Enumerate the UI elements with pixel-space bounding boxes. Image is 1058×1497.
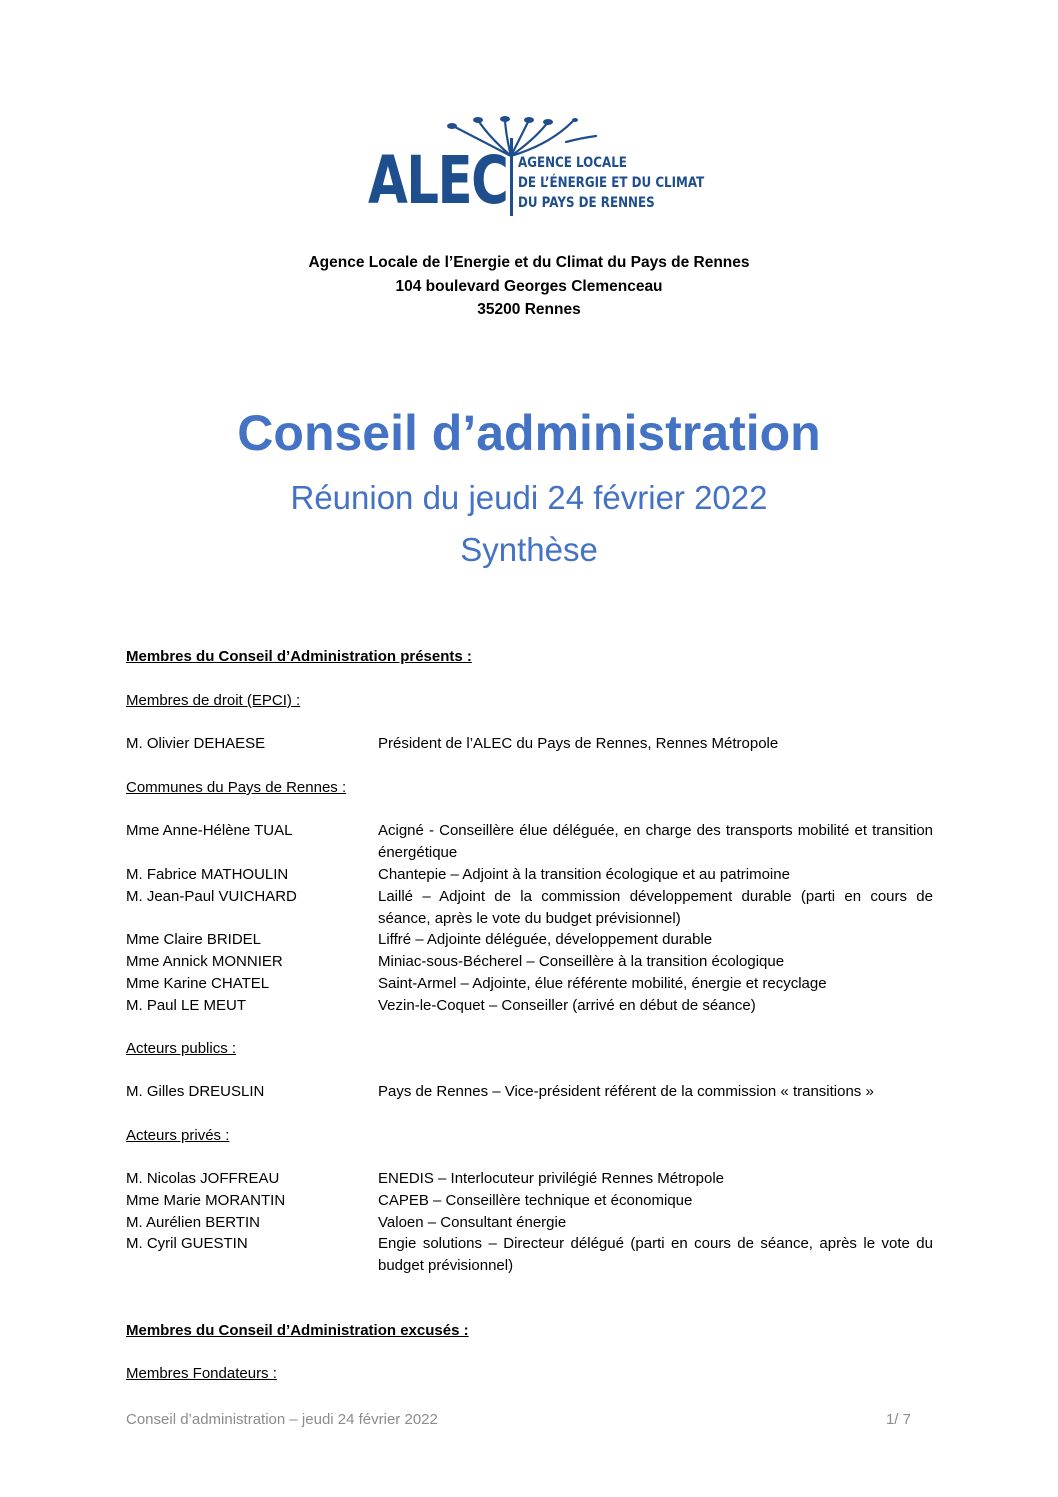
- private-actors-heading: Acteurs privés :: [126, 1127, 230, 1144]
- member-name: M. Jean-Paul VUICHARD: [126, 888, 297, 905]
- member-name: M. Nicolas JOFFREAU: [126, 1170, 280, 1187]
- member-name: Mme Annick MONNIER: [126, 953, 283, 970]
- member-name: Mme Marie MORANTIN: [126, 1192, 286, 1209]
- member-name: M. Gilles DREUSLIN: [126, 1083, 265, 1100]
- logo-acronym: ALEC: [368, 142, 508, 219]
- present-members-heading: Membres du Conseil d’Administration présents :: [126, 648, 472, 665]
- member-role: Liffré – Adjointe déléguée, développement durable: [378, 931, 713, 948]
- logo-tagline-line: AGENCE LOCALE: [518, 155, 627, 171]
- member-role: Pays de Rennes – Vice-président référent de la commission « transitions »: [378, 1083, 874, 1100]
- document-subtitle: Réunion du jeudi 24 février 2022: [290, 479, 768, 516]
- public-actors-heading: Acteurs publics :: [126, 1040, 237, 1057]
- member-role: Saint-Armel – Adjointe, élue référente mobilité, énergie et recyclage: [378, 975, 827, 992]
- member-name: M. Cyril GUESTIN: [126, 1235, 248, 1252]
- document-subtitle-synthese: Synthèse: [460, 531, 598, 568]
- member-name: Mme Anne-Hélène TUAL: [126, 822, 293, 839]
- member-name: Mme Claire BRIDEL: [126, 931, 262, 948]
- member-role: ENEDIS – Interlocuteur privilégié Rennes Métropole: [378, 1170, 725, 1187]
- member-name: M. Olivier DEHAESE: [126, 735, 266, 752]
- member-name: M. Paul LE MEUT: [126, 997, 247, 1014]
- logo-stem: [510, 138, 513, 216]
- member-role: CAPEB – Conseillère technique et économique: [378, 1192, 693, 1209]
- logo-tagline-line: DU PAYS DE RENNES: [518, 195, 655, 211]
- organization-address: [0, 251, 1058, 322]
- footer-title: Conseil d’administration – jeudi 24 février 2022: [126, 1411, 438, 1428]
- address-street: 104 boulevard Georges Clemenceau: [395, 277, 663, 295]
- member-name: M. Aurélien BERTIN: [126, 1214, 260, 1231]
- member-name: Mme Karine CHATEL: [126, 975, 270, 992]
- excused-members-heading: Membres du Conseil d’Administration excusés :: [126, 1322, 469, 1339]
- page-footer: [126, 1411, 911, 1428]
- member-role: Miniac-sous-Bécherel – Conseillère à la transition écologique: [378, 953, 785, 970]
- member-role: Chantepie – Adjoint à la transition écologique et au patrimoine: [378, 866, 790, 883]
- member-role: Président de l’ALEC du Pays de Rennes, Rennes Métropole: [378, 735, 779, 752]
- address-city: 35200 Rennes: [477, 301, 581, 318]
- communes-heading: Communes du Pays de Rennes :: [126, 779, 347, 796]
- member-name: M. Fabrice MATHOULIN: [126, 866, 289, 883]
- document-title: Conseil d’administration: [237, 405, 821, 461]
- member-role: Engie solutions – Directeur délégué (parti en cours de séance, après le vote du budget prévisionnel): [378, 1235, 933, 1274]
- address-org-name: Agence Locale de l’Energie et du Climat du Pays de Rennes: [308, 254, 750, 271]
- member-role: Acigné - Conseillère élue déléguée, en charge des transports mobilité et transition énergétique: [378, 822, 933, 861]
- founders-heading: Membres Fondateurs :: [126, 1365, 277, 1382]
- epci-heading: Membres de droit (EPCI) :: [126, 692, 301, 709]
- member-role: Laillé – Adjoint de la commission développement durable (parti en cours de séance, après le vote du budget prévisionnel): [378, 888, 933, 927]
- logo-tagline: [518, 153, 704, 213]
- alec-logo: [366, 108, 705, 219]
- page-number: 1/ 7: [885, 1411, 911, 1428]
- member-role: Vezin-le-Coquet – Conseiller (arrivé en début de séance): [378, 997, 756, 1014]
- member-role: Valoen – Consultant énergie: [378, 1214, 567, 1231]
- logo-tagline-line: DE L’ÉNERGIE ET DU CLIMAT: [518, 175, 705, 191]
